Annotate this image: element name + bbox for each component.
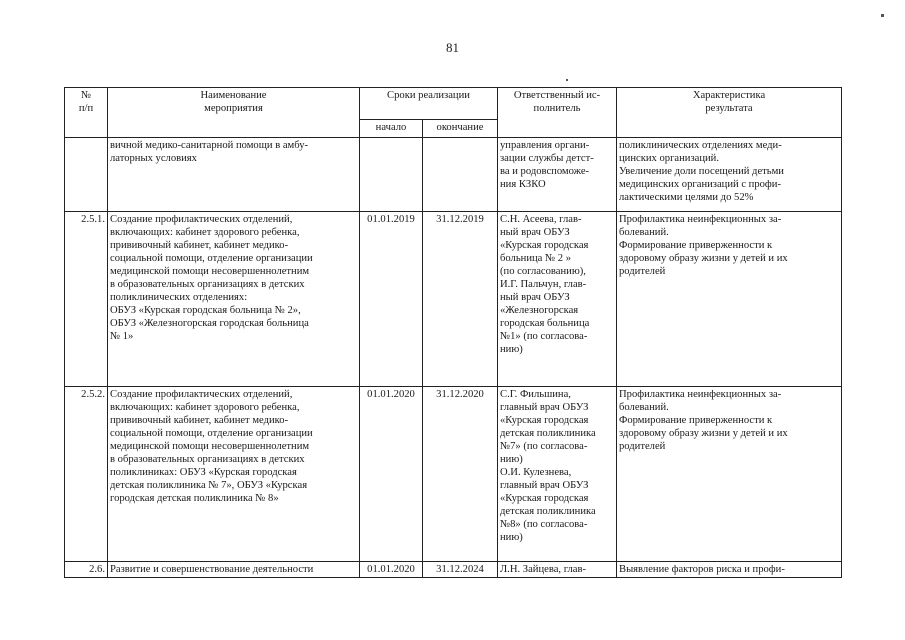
table-row — [65, 212, 842, 387]
row-start: 01.01.2019 — [360, 212, 423, 387]
header-responsible: Ответственный ис- полнитель — [498, 88, 617, 138]
header-start: начало — [360, 120, 423, 138]
scan-speck — [566, 79, 568, 81]
row-name: Создание профилактических отделений, включающих: кабинет здорового ребенка, прививочный кабинет, кабинет медико- социальной помощи, отделение организации медицинской помощи несовершеннолетним в образовательных организациях в детских поликлинических отделениях: ОБУЗ «Курская городская больница № 2», ОБУЗ «Железногорская городская больница № 1» — [108, 212, 360, 387]
row-start: 01.01.2020 — [360, 387, 423, 562]
row-name: вичной медико-санитарной помощи в амбу- латорных условиях — [108, 138, 360, 212]
row-end: 31.12.2024 — [423, 562, 498, 578]
row-start — [360, 138, 423, 212]
header-terms: Сроки реализации — [360, 88, 498, 120]
row-name: Создание профилактических отделений, включающих: кабинет здорового ребенка, прививочный кабинет, кабинет медико- социальной помощи, отделение организации медицинской помощи несовершеннолетним в образовательных организациях в детских поликлиниках: ОБУЗ «Курская городская детская поликлиника № 7», ОБУЗ «Курская городская детская поликлиника № 8» — [108, 387, 360, 562]
row-num: 2.5.2. — [65, 387, 108, 562]
scan-speck — [881, 14, 884, 17]
row-result: Профилактика неинфекционных за- болеваний. Формирование приверженности к здоровому образу жизни у детей и их родителей — [617, 212, 842, 387]
row-name: Развитие и совершенствование деятельности — [108, 562, 360, 578]
table-header-row — [65, 88, 842, 120]
row-result: поликлинических отделениях меди- цинских организаций. Увеличение доли посещений детьми медицинских организаций с профи- лактическими целями до 52% — [617, 138, 842, 212]
row-result: Профилактика неинфекционных за- болеваний. Формирование приверженности к здоровому образу жизни у детей и их родителей — [617, 387, 842, 562]
row-end: 31.12.2020 — [423, 387, 498, 562]
row-responsible: С.Г. Фильшина, главный врач ОБУЗ «Курская городская детская поликлиника №7» (по согласова- нию) О.И. Кулезнева, главный врач ОБУЗ «Курская городская детская поликлиника №8» (по согласова- нию) — [498, 387, 617, 562]
table-row — [65, 562, 842, 578]
header-result: Характеристика результата — [617, 88, 842, 138]
row-start: 01.01.2020 — [360, 562, 423, 578]
page-number: 81 — [446, 40, 459, 55]
table-row — [65, 138, 842, 212]
row-responsible: С.Н. Асеева, глав- ный врач ОБУЗ «Курская городская больница № 2 » (по согласованию), И.Г. Пальчун, глав- ный врач ОБУЗ «Железногорская городская больница №1» (по согласова- нию) — [498, 212, 617, 387]
row-end: 31.12.2019 — [423, 212, 498, 387]
row-result: Выявление факторов риска и профи- — [617, 562, 842, 578]
table-row — [65, 387, 842, 562]
row-end — [423, 138, 498, 212]
row-responsible: Л.Н. Зайцева, глав- — [498, 562, 617, 578]
row-num: 2.6. — [65, 562, 108, 578]
row-num — [65, 138, 108, 212]
header-name: Наименование мероприятия — [108, 88, 360, 138]
header-num: № п/п — [65, 88, 108, 138]
activities-table — [64, 87, 842, 578]
header-end: окончание — [423, 120, 498, 138]
row-responsible: управления органи- зации службы детст- ва и родовспоможе- ния КЗКО — [498, 138, 617, 212]
row-num: 2.5.1. — [65, 212, 108, 387]
